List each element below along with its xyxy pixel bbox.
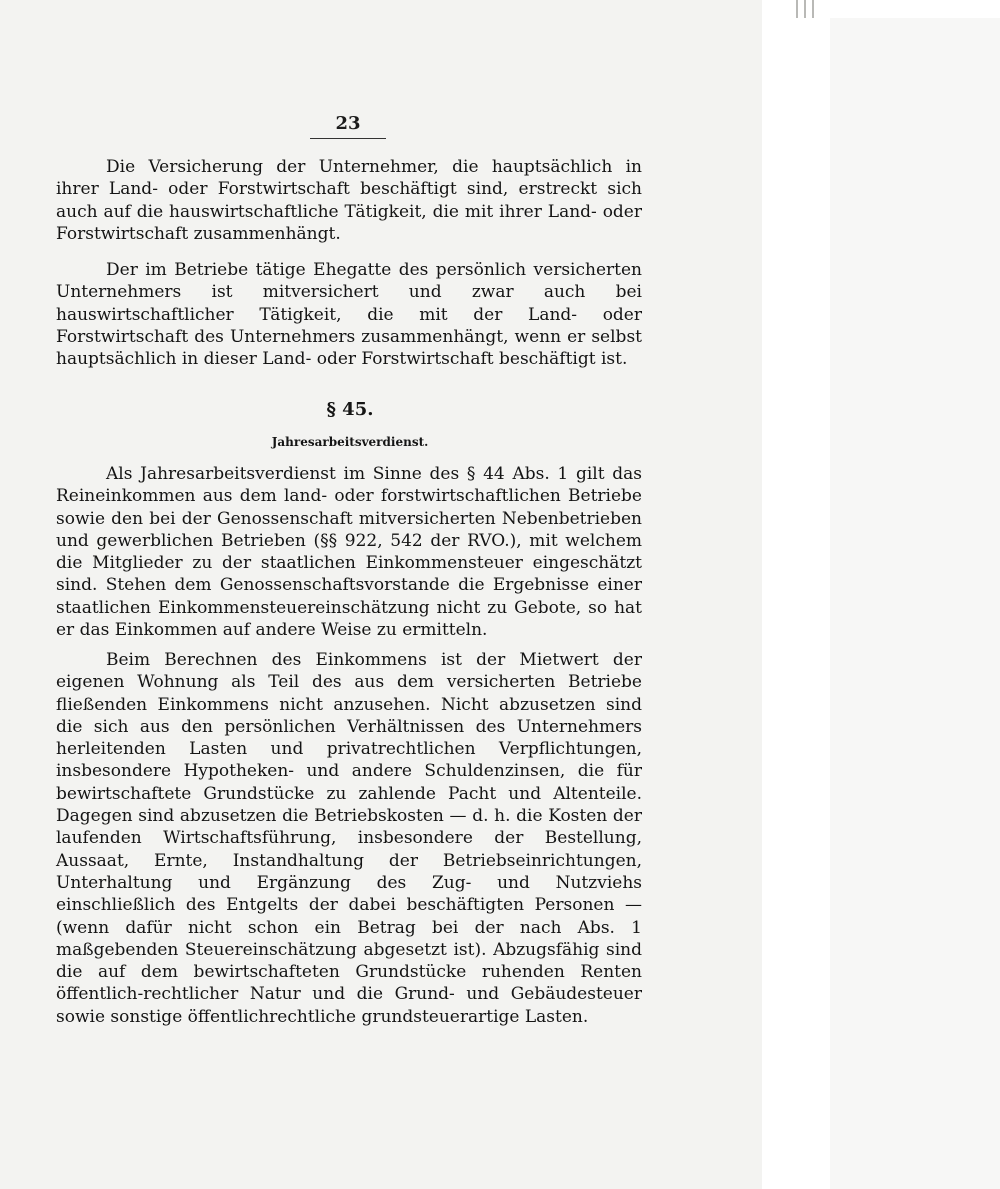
page-number: 23 (335, 113, 361, 134)
section-number: § 45. (326, 399, 374, 420)
paragraph-household-activity: Die Versicherung der Unternehmer, die hauptsächlich in ihrer Land- oder Forstwirtschaft beschäftigt sind, erstreckt sich auch auf die hauswirtschaftliche Tätigkeit, die mit ihrer Land- oder Forstwirtschaft zusammenhängt. (56, 157, 642, 244)
page-number-rule (310, 138, 386, 139)
section-heading: Jahresarbeitsverdienst. (271, 435, 429, 449)
paragraph-income-calculation: Beim Berechnen des Einkommens ist der Mietwert der eigenen Wohnung als Teil des aus dem versicherten Betriebe fließenden Einkommens nicht anzusehen. Nicht abzusetzen sind die sich aus den persönlichen Verhältnissen des Unternehmers herleitenden Lasten und privatrechtlichen Verpflichtungen, insbesondere Hypotheken- und andere Schuldenzinsen, die für bewirtschaftete Grundstücke zu zahlende Pacht und Altenteile. Dagegen sind abzusetzen die Betriebskosten — d. h. die Kosten der laufenden Wirtschaftsführung, insbesondere der Bestellung, Aussaat, Ernte, Instandhaltung der Betriebseinrichtungen, Unterhaltung und Ergänzung des Zug- und Nutzviehs einschließlich des Entgelts der dabei beschäftigten Personen — (wenn dafür nicht schon ein Betrag bei der nach Abs. 1 maßgebenden Steuereinschätzung abgesetzt ist). Abzugsfähig sind die auf dem bewirtschafteten Grundstücke ruhenden Renten öffentlich-rechtlicher Natur und die Grund- und Gebäudesteuer sowie sonstige öffentlichrechtliche grundsteuerartige Lasten. (56, 650, 642, 1027)
paragraph-spouse-coverage: Der im Betriebe tätige Ehegatte des persönlich versicherten Unternehmers ist mitversichert und zwar auch bei hauswirtschaftlicher Tätigkeit, die mit der Land- oder Forstwirtschaft des Unternehmers zusammenhängt, wenn er selbst hauptsächlich in dieser Land- oder Forstwirtschaft beschäftigt ist. (56, 260, 642, 370)
binding-edge-line (796, 0, 798, 18)
binding-edge-line (812, 0, 814, 18)
paragraph-annual-earnings-definition: Als Jahresarbeitsverdienst im Sinne des § 44 Abs. 1 gilt das Reineinkommen aus dem land- oder forstwirtschaftlichen Betriebe sowie den bei der Genossenschaft mitversicherten Nebenbetrieben und gewerblichen Betrieben (§§ 922, 542 der RVO.), mit welchem die Mitglieder zu der staatlichen Einkommensteuer eingeschätzt sind. Stehen dem Genossenschaftsvorstande die Ergebnisse einer staatlichen Einkommensteuereinschätzung nicht zu Gebote, so hat er das Einkommen auf andere Weise zu ermitteln. (56, 464, 642, 641)
binding-edge-line (804, 0, 806, 18)
page-margin (762, 18, 830, 1189)
scan-edge-strip (830, 18, 1000, 1189)
